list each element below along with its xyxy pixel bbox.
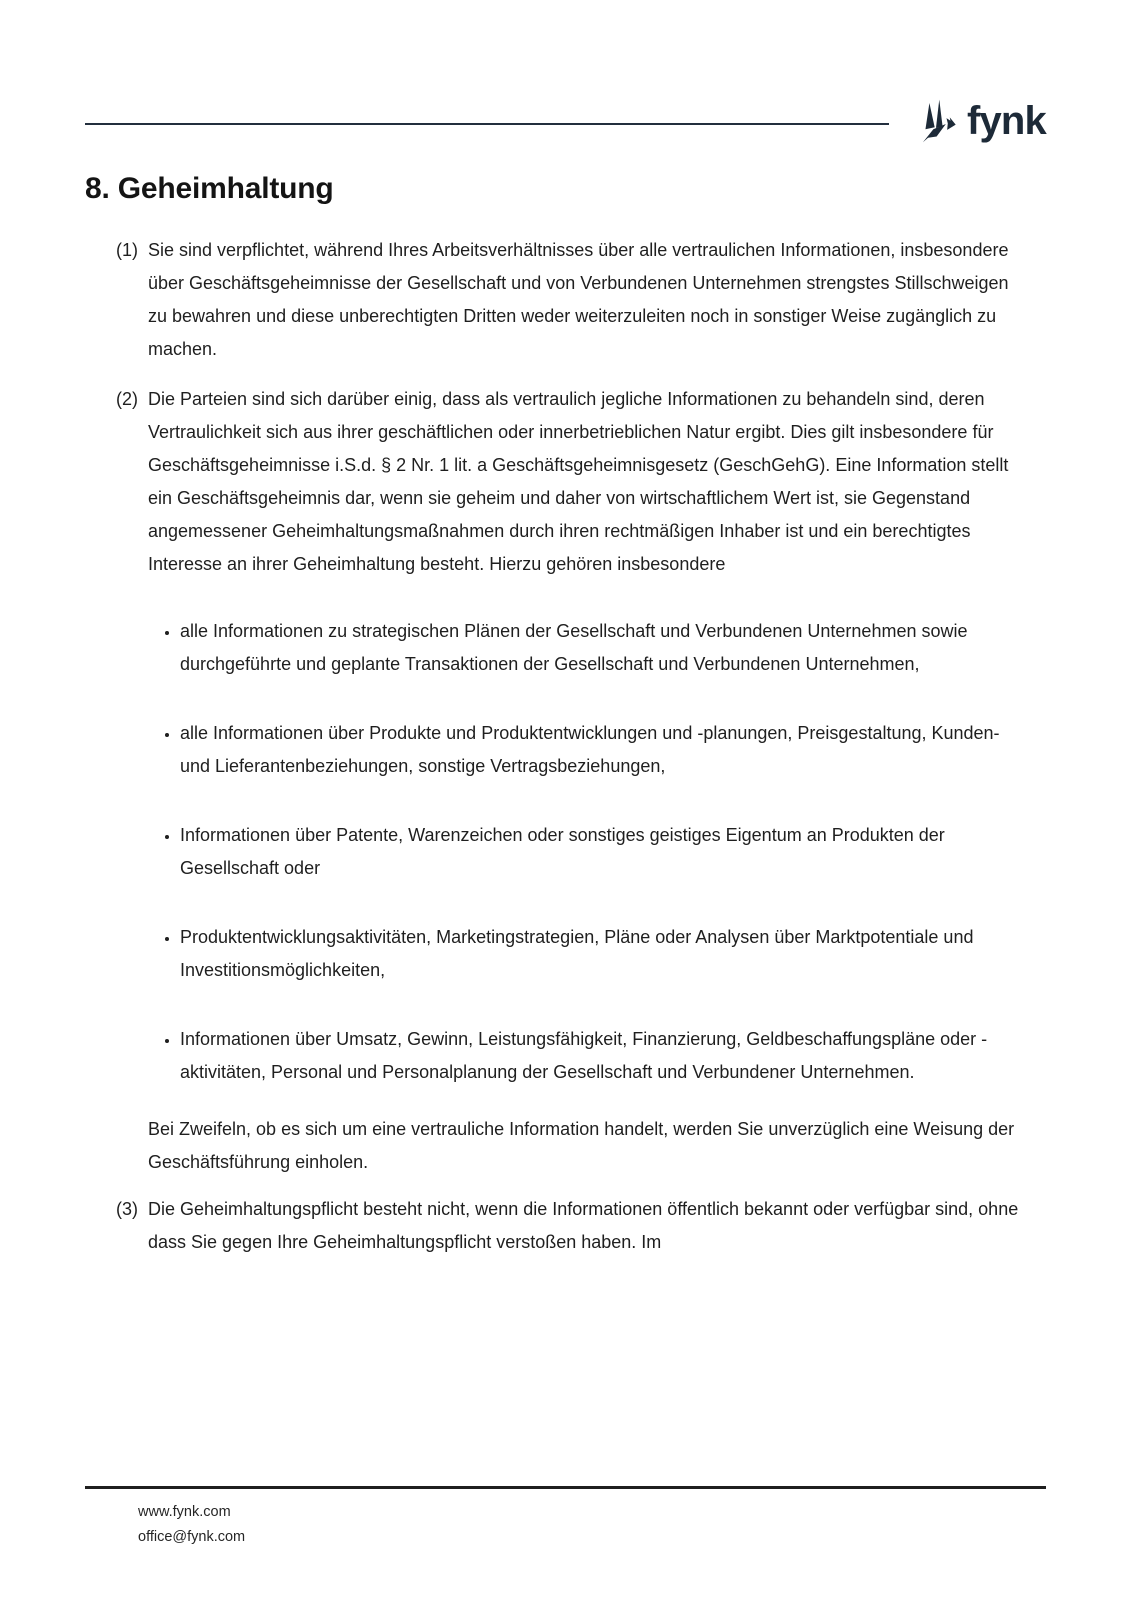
brand-logo: [911, 96, 1046, 152]
bullet-item-3: • Informationen über Patente, Warenzeichen oder sonstiges geistiges Eigentum an Produkten der Gesellschaft oder: [180, 819, 1022, 885]
clause-list: [85, 234, 1046, 1259]
clause-number-3: (3): [116, 1199, 138, 1219]
brand-wordmark: fynk: [966, 99, 1046, 143]
page-header: [85, 0, 1046, 152]
clause-number-2: (2): [116, 389, 138, 409]
clause-item-3: [116, 1193, 1046, 1259]
bullet-item-2: • alle Informationen über Produkte und Produktentwicklungen und -planungen, Preisgestaltung, Kunden- und Lieferantenbeziehungen, sonstige Vertragsbeziehungen,: [180, 717, 1022, 783]
clause-text-2: Die Parteien sind sich darüber einig, dass als vertraulich jegliche Informationen zu behandeln sind, deren Vertraulichkeit sich aus ihrer geschäftlichen oder innerbetrieblichen Natur ergibt. Dies gilt insbesondere für Geschäftsgeheimnisse i.S.d. § 2 Nr. 1 lit. a Geschäftsgeheimnisgesetz (GeschGehG). Eine Information stellt ein Geschäftsgeheimnis dar, wenn sie geheim und daher von wirtschaftlichem Wert ist, sie Gegenstand angemessener Geheimhaltungsmaßnahmen durch ihren rechtmäßigen Inhaber ist und ein berechtigtes Interesse an ihrer Geheimhaltung besteht. Hierzu gehören insbesondere: [148, 389, 1009, 574]
footer-email: office@fynk.com: [138, 1529, 246, 1545]
footer-website: www.fynk.com: [138, 1504, 231, 1520]
section-heading: 8. Geheimhaltung: [85, 172, 334, 205]
clause-item-2: [116, 383, 1046, 581]
clause-text-3: Die Geheimhaltungspflicht besteht nicht, wenn die Informationen öffentlich bekannt oder verfügbar sind, ohne dass Sie gegen Ihre Geheimhaltungspflicht verstoßen haben. Im: [148, 1199, 1019, 1252]
header-rule: [85, 123, 889, 125]
clause-item-1: [116, 234, 1046, 366]
bullet-item-4: • Produktentwicklungsaktivitäten, Marketingstrategien, Pläne oder Analysen über Marktpotentiale und Investitionsmöglichkeiten,: [180, 921, 1022, 987]
footer-links: [85, 1489, 1046, 1550]
bullet-list: [162, 615, 1046, 1089]
clause-text-1: Sie sind verpflichtet, während Ihres Arbeitsverhältnisses über alle vertraulichen Informationen, insbesondere über Geschäftsgeheimnisse der Gesellschaft und von Verbundenen Unternehmen strengstes Stillschweigen zu bewahren und diese unberechtigten Dritten weder weiterzuleiten noch in sonstiger Weise zugänglich zu machen.: [148, 240, 1009, 359]
clause-number-1: (1): [116, 240, 138, 260]
page-footer: [85, 1486, 1046, 1550]
bullet-item-5: • Informationen über Umsatz, Gewinn, Leistungsfähigkeit, Finanzierung, Geldbeschaffungspläne oder -aktivitäten, Personal und Personalplanung der Gesellschaft und Verbundener Unternehmen.: [180, 1023, 1022, 1089]
note-paragraph: Bei Zweifeln, ob es sich um eine vertrauliche Information handelt, werden Sie unverzüglich eine Weisung der Geschäftsführung einholen.: [148, 1119, 1015, 1172]
origami-bird-icon: [911, 96, 957, 152]
bullet-item-1: • alle Informationen zu strategischen Plänen der Gesellschaft und Verbundenen Unternehmen sowie durchgeführte und geplante Transaktionen der Gesellschaft und Verbundenen Unternehmen,: [180, 615, 1022, 681]
